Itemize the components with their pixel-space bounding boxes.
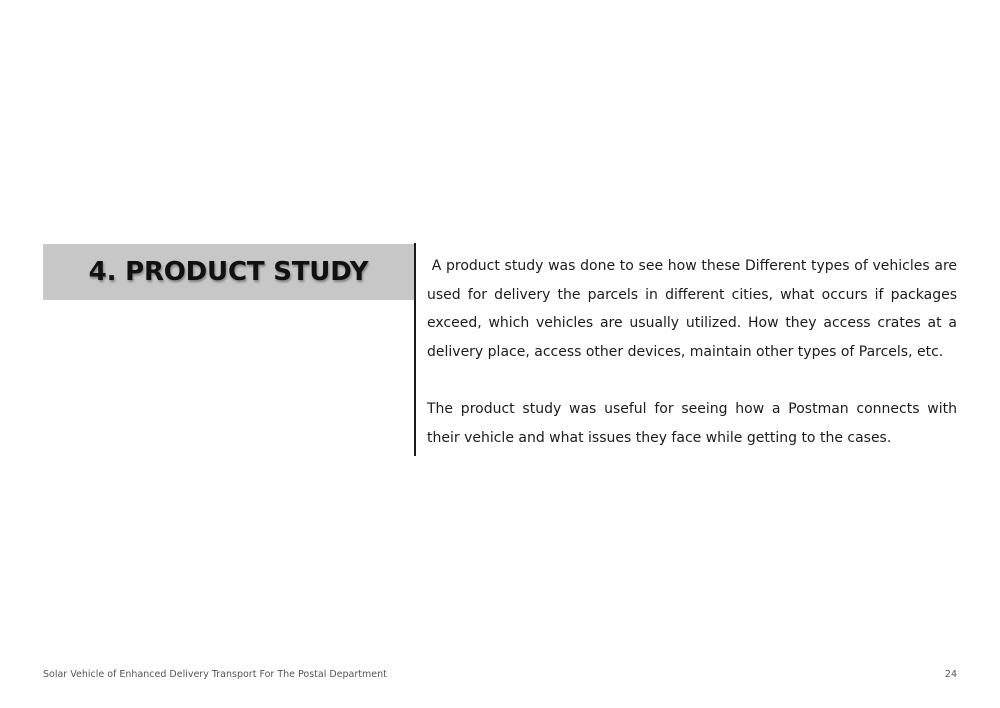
- section-body: [427, 252, 957, 452]
- body-paragraph: A product study was done to see how these Different types of vehicles are used for delivery the parcels in different cities, what occurs if packages exceed, which vehicles are usually utilized. How they access crates at a delivery place, access other devices, maintain other types of Parcels, etc.: [427, 258, 957, 360]
- section-heading-box: [43, 244, 414, 300]
- footer-document-title: Solar Vehicle of Enhanced Delivery Transport For The Postal Department: [43, 669, 387, 680]
- footer-page-number: 24: [944, 669, 957, 680]
- section-heading: 4. PRODUCT STUDY: [88, 257, 369, 287]
- body-paragraph: The product study was useful for seeing how a Postman connects with their vehicle and what issues they face while getting to the cases.: [427, 400, 957, 446]
- vertical-divider: [414, 243, 416, 456]
